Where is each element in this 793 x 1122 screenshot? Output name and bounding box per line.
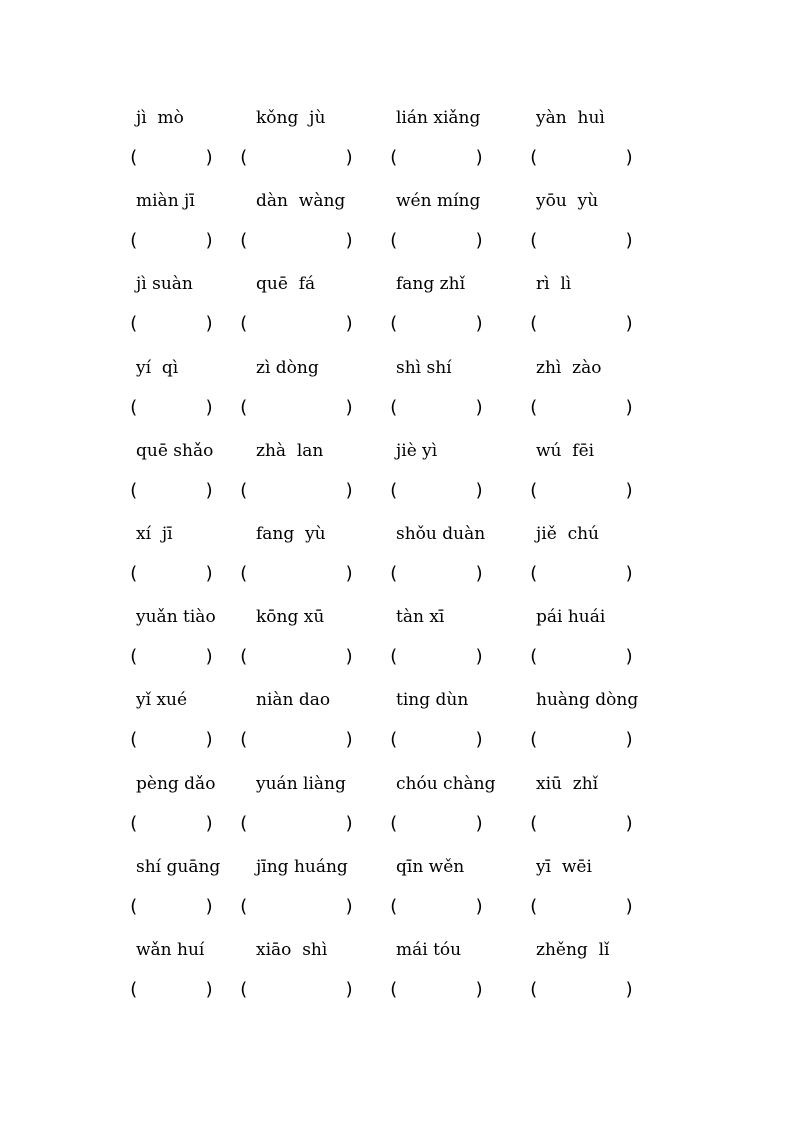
- pinyin-word: xiāo shì: [256, 940, 328, 960]
- answer-blank[interactable]: [250, 894, 342, 920]
- pinyin-word: yī wēi: [536, 856, 592, 877]
- pinyin-word: yuán liàng: [256, 773, 346, 794]
- pinyin-row: [0, 188, 793, 214]
- close-paren: ): [344, 313, 355, 335]
- open-paren: (: [388, 979, 399, 1000]
- answer-blank[interactable]: [540, 644, 622, 670]
- pinyin-row: [0, 105, 793, 131]
- open-paren: (: [128, 646, 139, 668]
- pinyin-word: shǒu duàn: [396, 524, 486, 544]
- close-paren: ): [474, 396, 485, 418]
- open-paren: (: [238, 313, 249, 335]
- pinyin-row: [0, 687, 793, 713]
- open-paren: (: [388, 479, 399, 501]
- answer-blank[interactable]: [250, 228, 342, 254]
- close-paren: ): [344, 979, 355, 1000]
- pinyin-word: wén míng: [396, 191, 481, 212]
- pinyin-word: huàng dòng: [536, 690, 639, 711]
- open-paren: (: [528, 729, 539, 751]
- close-paren: ): [344, 147, 355, 168]
- pinyin-word: jì suàn: [136, 274, 193, 295]
- close-paren: ): [204, 313, 215, 335]
- open-paren: (: [238, 563, 249, 584]
- open-paren: (: [128, 563, 139, 584]
- pinyin-word: jīng huáng: [256, 856, 348, 877]
- answer-blank[interactable]: [400, 311, 472, 337]
- open-paren: (: [528, 979, 539, 1000]
- close-paren: ): [624, 147, 635, 168]
- pinyin-word: fang yù: [256, 524, 326, 544]
- pinyin-word: chóu chàng: [396, 773, 496, 794]
- answer-blank[interactable]: [140, 894, 202, 920]
- close-paren: ): [474, 479, 485, 501]
- answer-row: [0, 894, 793, 920]
- answer-blank[interactable]: [400, 894, 472, 920]
- close-paren: ): [474, 895, 485, 917]
- pinyin-word: wǎn huí: [136, 940, 205, 960]
- pinyin-word: zhà lan: [256, 440, 324, 461]
- close-paren: ): [624, 396, 635, 418]
- pinyin-row: [0, 771, 793, 797]
- answer-blank[interactable]: [540, 561, 622, 587]
- close-paren: ): [344, 396, 355, 418]
- open-paren: (: [238, 147, 249, 168]
- open-paren: (: [238, 396, 249, 418]
- answer-blank[interactable]: [250, 145, 342, 171]
- open-paren: (: [528, 895, 539, 917]
- close-paren: ): [624, 230, 635, 252]
- pinyin-word: quē shǎo: [136, 440, 214, 461]
- close-paren: ): [204, 563, 215, 584]
- open-paren: (: [388, 895, 399, 917]
- close-paren: ): [624, 895, 635, 917]
- answer-blank[interactable]: [540, 977, 622, 1003]
- close-paren: ): [204, 895, 215, 917]
- pinyin-word: niàn dao: [256, 690, 331, 711]
- answer-blank[interactable]: [400, 395, 472, 421]
- close-paren: ): [344, 646, 355, 668]
- pinyin-word: xiū zhǐ: [536, 773, 599, 794]
- answer-blank[interactable]: [400, 228, 472, 254]
- answer-blank[interactable]: [400, 478, 472, 504]
- pinyin-word: ting dùn: [396, 690, 469, 711]
- answer-blank[interactable]: [140, 395, 202, 421]
- answer-blank[interactable]: [140, 727, 202, 753]
- open-paren: (: [388, 230, 399, 252]
- answer-blank[interactable]: [250, 977, 342, 1003]
- close-paren: ): [344, 230, 355, 252]
- close-paren: ): [474, 729, 485, 751]
- pinyin-word: wú fēi: [536, 440, 595, 461]
- close-paren: ): [474, 812, 485, 834]
- answer-blank[interactable]: [400, 644, 472, 670]
- close-paren: ): [474, 147, 485, 168]
- answer-row: [0, 145, 793, 171]
- answer-blank[interactable]: [540, 395, 622, 421]
- pinyin-word: pèng dǎo: [136, 773, 216, 794]
- answer-row: [0, 228, 793, 254]
- answer-blank[interactable]: [540, 478, 622, 504]
- pinyin-word: dàn wàng: [256, 191, 346, 212]
- answer-blank[interactable]: [250, 727, 342, 753]
- answer-blank[interactable]: [250, 311, 342, 337]
- close-paren: ): [204, 729, 215, 751]
- close-paren: ): [624, 563, 635, 584]
- pinyin-word: miàn jī: [136, 191, 195, 212]
- close-paren: ): [204, 979, 215, 1000]
- open-paren: (: [128, 812, 139, 834]
- answer-blank[interactable]: [400, 727, 472, 753]
- open-paren: (: [238, 729, 249, 751]
- pinyin-word: shì shí: [396, 357, 452, 378]
- pinyin-word: lián xiǎng: [396, 108, 481, 128]
- pinyin-word: zì dòng: [256, 357, 319, 378]
- pinyin-word: qīn wěn: [396, 856, 465, 877]
- pinyin-row: [0, 271, 793, 297]
- close-paren: ): [624, 646, 635, 668]
- answer-blank[interactable]: [250, 478, 342, 504]
- pinyin-row: [0, 937, 793, 963]
- open-paren: (: [528, 147, 539, 168]
- open-paren: (: [528, 396, 539, 418]
- answer-blank[interactable]: [140, 977, 202, 1003]
- open-paren: (: [128, 979, 139, 1000]
- answer-blank[interactable]: [540, 228, 622, 254]
- pinyin-word: shí guāng: [136, 856, 221, 877]
- open-paren: (: [528, 812, 539, 834]
- open-paren: (: [128, 147, 139, 168]
- close-paren: ): [624, 979, 635, 1000]
- answer-row: [0, 811, 793, 837]
- open-paren: (: [388, 646, 399, 668]
- pinyin-word: jì mò: [136, 108, 184, 128]
- open-paren: (: [528, 230, 539, 252]
- answer-blank[interactable]: [250, 811, 342, 837]
- pinyin-row: [0, 521, 793, 547]
- pinyin-word: yàn huì: [536, 108, 605, 128]
- open-paren: (: [128, 479, 139, 501]
- pinyin-row: [0, 854, 793, 880]
- close-paren: ): [204, 230, 215, 252]
- close-paren: ): [624, 479, 635, 501]
- pinyin-word: mái tóu: [396, 940, 462, 960]
- pinyin-word: kǒng jù: [256, 108, 326, 128]
- pinyin-word: fang zhǐ: [396, 274, 466, 295]
- close-paren: ): [624, 812, 635, 834]
- pinyin-word: rì lì: [536, 274, 572, 295]
- pinyin-word: xí jī: [136, 524, 173, 544]
- open-paren: (: [238, 230, 249, 252]
- pinyin-row: [0, 438, 793, 464]
- pinyin-word: zhěng lǐ: [536, 940, 610, 960]
- answer-blank[interactable]: [250, 644, 342, 670]
- open-paren: (: [388, 147, 399, 168]
- open-paren: (: [388, 812, 399, 834]
- pinyin-word: tàn xī: [396, 607, 445, 628]
- open-paren: (: [388, 313, 399, 335]
- close-paren: ): [474, 646, 485, 668]
- answer-row: [0, 644, 793, 670]
- open-paren: (: [238, 979, 249, 1000]
- pinyin-word: jiè yì: [396, 440, 438, 461]
- answer-blank[interactable]: [140, 145, 202, 171]
- close-paren: ): [204, 812, 215, 834]
- open-paren: (: [238, 646, 249, 668]
- open-paren: (: [128, 313, 139, 335]
- answer-blank[interactable]: [540, 311, 622, 337]
- answer-row: [0, 977, 793, 1003]
- open-paren: (: [128, 230, 139, 252]
- close-paren: ): [204, 147, 215, 168]
- close-paren: ): [344, 479, 355, 501]
- pinyin-word: zhì zào: [536, 357, 602, 378]
- close-paren: ): [344, 812, 355, 834]
- open-paren: (: [528, 479, 539, 501]
- pinyin-word: pái huái: [536, 607, 606, 628]
- answer-blank[interactable]: [400, 977, 472, 1003]
- pinyin-word: yuǎn tiào: [136, 607, 216, 628]
- pinyin-word: jiě chú: [536, 524, 599, 544]
- close-paren: ): [204, 479, 215, 501]
- answer-blank[interactable]: [400, 561, 472, 587]
- open-paren: (: [238, 479, 249, 501]
- answer-row: [0, 395, 793, 421]
- pinyin-word: yí qì: [136, 357, 179, 378]
- close-paren: ): [474, 230, 485, 252]
- open-paren: (: [238, 812, 249, 834]
- close-paren: ): [474, 979, 485, 1000]
- open-paren: (: [128, 729, 139, 751]
- answer-blank[interactable]: [140, 228, 202, 254]
- open-paren: (: [388, 563, 399, 584]
- answer-blank[interactable]: [140, 311, 202, 337]
- answer-blank[interactable]: [250, 561, 342, 587]
- close-paren: ): [474, 313, 485, 335]
- answer-blank[interactable]: [540, 811, 622, 837]
- answer-row: [0, 478, 793, 504]
- pinyin-word: quē fá: [256, 274, 316, 295]
- answer-blank[interactable]: [140, 561, 202, 587]
- answer-row: [0, 727, 793, 753]
- pinyin-word: kōng xū: [256, 607, 325, 628]
- open-paren: (: [128, 895, 139, 917]
- close-paren: ): [344, 563, 355, 584]
- pinyin-word: yǐ xué: [136, 690, 188, 711]
- close-paren: ): [474, 563, 485, 584]
- answer-row: [0, 311, 793, 337]
- close-paren: ): [204, 646, 215, 668]
- answer-blank[interactable]: [400, 145, 472, 171]
- answer-row: [0, 561, 793, 587]
- answer-blank[interactable]: [540, 145, 622, 171]
- open-paren: (: [238, 895, 249, 917]
- pinyin-row: [0, 355, 793, 381]
- answer-blank[interactable]: [400, 811, 472, 837]
- answer-blank[interactable]: [140, 478, 202, 504]
- close-paren: ): [624, 313, 635, 335]
- open-paren: (: [528, 646, 539, 668]
- pinyin-row: [0, 604, 793, 630]
- close-paren: ): [204, 396, 215, 418]
- answer-blank[interactable]: [140, 811, 202, 837]
- answer-blank[interactable]: [540, 727, 622, 753]
- open-paren: (: [388, 729, 399, 751]
- close-paren: ): [624, 729, 635, 751]
- answer-blank[interactable]: [250, 395, 342, 421]
- answer-blank[interactable]: [140, 644, 202, 670]
- close-paren: ): [344, 895, 355, 917]
- open-paren: (: [128, 396, 139, 418]
- pinyin-word: yōu yù: [536, 191, 599, 212]
- answer-blank[interactable]: [540, 894, 622, 920]
- open-paren: (: [388, 396, 399, 418]
- open-paren: (: [528, 563, 539, 584]
- close-paren: ): [344, 729, 355, 751]
- open-paren: (: [528, 313, 539, 335]
